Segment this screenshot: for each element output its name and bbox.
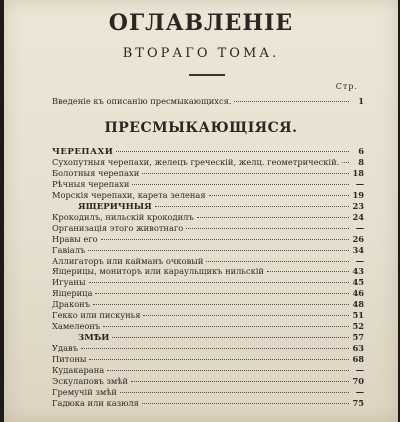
toc-entry-page: 23 <box>352 200 364 211</box>
toc-row <box>52 190 364 201</box>
toc-entry-label: Удавъ <box>52 343 79 354</box>
leader-dots <box>142 172 349 174</box>
toc-entry-label: Игуаны <box>52 277 86 288</box>
toc-entry-label: ЯЩЕРИЧНЫЯ <box>78 201 152 212</box>
leader-dots <box>155 205 349 207</box>
toc-entry-page: 6 <box>358 146 364 156</box>
toc-entry-page: 45 <box>352 277 364 288</box>
toc-row <box>52 179 364 190</box>
leader-dots <box>81 347 349 349</box>
leader-dots <box>197 216 349 218</box>
toc-entry-label: ЗМѢИ <box>78 333 110 344</box>
toc-entry-page: — <box>355 178 364 189</box>
toc-row <box>52 299 364 310</box>
toc-entry-label: Сухопутныя черепахи, желецъ греческій, желц. геометрическій. <box>52 156 340 167</box>
toc-entry-label: Хамелеонъ <box>52 321 101 332</box>
leader-dots <box>186 227 349 229</box>
toc-entry-page: 63 <box>352 343 364 354</box>
leader-dots <box>89 358 349 360</box>
leader-dots <box>342 161 349 163</box>
toc-entry-label: Гавіалъ <box>52 244 86 255</box>
toc-row <box>52 288 364 299</box>
toc-row <box>52 398 364 409</box>
toc-row <box>52 256 364 267</box>
leader-dots <box>120 391 349 393</box>
leader-dots <box>131 380 349 382</box>
toc-row <box>52 201 364 212</box>
toc-entry-label: Нравы его <box>52 233 98 244</box>
leader-dots <box>112 336 349 338</box>
toc-entry-page: 24 <box>352 211 364 222</box>
toc-entry-label: Введеніе къ описанію пресмыкающихся. <box>52 96 232 106</box>
toc-row <box>52 332 364 343</box>
toc-row <box>52 245 364 256</box>
toc-intro-row <box>52 96 364 107</box>
toc-entry-page: 75 <box>352 397 364 408</box>
toc-row <box>52 168 364 179</box>
leader-dots <box>132 183 349 185</box>
toc-entry-page: 34 <box>352 244 364 255</box>
section-heading: ПРЕСМЫКАЮЩІЯСЯ. <box>104 120 298 136</box>
toc-entry-page: 51 <box>352 310 364 321</box>
toc-entry-page: 1 <box>358 96 364 106</box>
toc-entry-label: Аллигаторъ или кайманъ очковый <box>52 255 204 266</box>
toc-entry-page: 52 <box>352 321 364 332</box>
toc-entry-label: Рѣчныя черепахи <box>52 178 130 189</box>
toc-entry-label: Кудакарана <box>52 365 105 375</box>
toc-entry-page: — <box>355 386 364 397</box>
toc-entry-label: Ящерица <box>52 288 93 299</box>
toc-entry-label: Крокодилъ, нильскій крокодилъ <box>52 211 194 222</box>
leader-dots <box>88 249 349 251</box>
toc-entry-label: ЧЕРЕПАХИ <box>52 147 114 157</box>
leader-dots <box>142 402 349 404</box>
toc-entry-page: 70 <box>352 375 364 386</box>
leader-dots <box>209 194 349 196</box>
toc-entry-page: — <box>355 255 364 266</box>
leader-dots <box>267 270 349 272</box>
leader-dots <box>116 150 349 152</box>
title-divider <box>189 74 225 76</box>
toc-entry-page: 68 <box>352 354 364 365</box>
toc-entry-label: Драконъ <box>52 299 90 310</box>
toc-entry-label: Ящерицы, мониторъ или караульщикъ нильскій <box>52 266 264 277</box>
toc-row <box>52 277 364 288</box>
toc-entry-page: — <box>355 222 364 233</box>
page-subtitle: ВТОРАГО ТОМА. <box>122 46 280 61</box>
toc-row <box>52 321 364 332</box>
toc-entry-label: Морскія черепахи, карета зеленая <box>52 189 206 200</box>
toc-entry-page: 8 <box>358 156 364 167</box>
toc-row <box>52 376 364 387</box>
leader-dots <box>103 325 349 327</box>
toc-row <box>52 212 364 223</box>
toc-entry-label: Питоны <box>52 354 87 365</box>
toc-row <box>52 387 364 398</box>
toc-row <box>52 310 364 321</box>
toc-row <box>52 354 364 365</box>
book-page <box>4 0 398 422</box>
toc-row <box>52 157 364 168</box>
toc-entry-page: 48 <box>352 299 364 310</box>
toc-entry-page: 57 <box>352 332 364 343</box>
toc-row <box>52 365 364 376</box>
toc-entry-label: Эскулаповъ змѣй <box>52 375 128 386</box>
toc-entry-page: — <box>355 365 364 375</box>
leader-dots <box>107 369 349 371</box>
leader-dots <box>206 260 349 262</box>
toc-row <box>52 146 364 157</box>
toc-row <box>52 266 364 277</box>
toc-entry-label: Гадюка или казюля <box>52 397 139 408</box>
toc-row <box>52 234 364 245</box>
toc-entry-page: 26 <box>352 233 364 244</box>
leader-dots <box>101 238 349 240</box>
leader-dots <box>143 314 349 316</box>
toc-row <box>52 343 364 354</box>
page-title: ОГЛАВЛЕНІЕ <box>108 10 294 36</box>
toc-entry-page: 43 <box>352 266 364 277</box>
toc-entry-page: 19 <box>352 189 364 200</box>
toc-entry-label: Болотныя черепахи <box>52 167 140 178</box>
toc-entry-label: Организація этого животнаго <box>52 222 184 233</box>
leader-dots <box>89 281 349 283</box>
leader-dots <box>93 303 349 305</box>
toc-row <box>52 223 364 234</box>
toc-entry-label: Гекко или пискунья <box>52 310 141 321</box>
toc-entry-page: 46 <box>352 288 364 299</box>
leader-dots <box>234 100 349 102</box>
toc-entry-page: 18 <box>352 167 364 178</box>
page-column-label: Стр. <box>335 82 358 91</box>
toc-entry-label: Гремучій змѣй <box>52 386 117 397</box>
leader-dots <box>95 292 349 294</box>
